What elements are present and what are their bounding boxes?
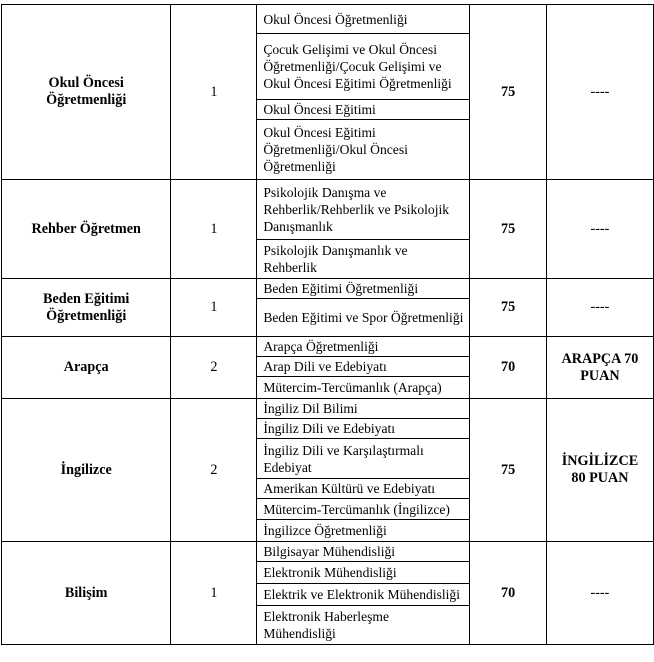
- program-cell: Mütercim-Tercümanlık (İngilizce): [257, 499, 470, 520]
- position-cell: Okul Öncesi Öğretmenliği: [2, 5, 171, 180]
- language-requirement-cell: ----: [546, 542, 653, 645]
- language-requirement-cell: ARAPÇA 70 PUAN: [546, 337, 653, 399]
- program-cell: Psikolojik Danışma ve Rehberlik/Rehberlik ve Psikolojik Danışmanlık: [257, 180, 470, 240]
- program-cell: Elektronik Haberleşme Mühendisliği: [257, 606, 470, 645]
- score-cell: 70: [470, 542, 546, 645]
- count-cell: 2: [171, 399, 257, 542]
- requirements-table-wrapper: [1, 4, 654, 645]
- table-row: [2, 279, 654, 299]
- program-cell: Okul Öncesi Eğitimi: [257, 100, 470, 120]
- score-cell: 70: [470, 337, 546, 399]
- score-cell: 75: [470, 180, 546, 279]
- program-cell: Beden Eğitimi ve Spor Öğretmenliği: [257, 299, 470, 337]
- table-row: [2, 399, 654, 419]
- table-row: [2, 180, 654, 240]
- position-cell: Beden Eğitimi Öğretmenliği: [2, 279, 171, 337]
- program-cell: Çocuk Gelişimi ve Okul Öncesi Öğretmenliği/Çocuk Gelişimi ve Okul Öncesi Eğitimi Öğretmenliği: [257, 34, 470, 100]
- program-cell: Elektronik Mühendisliği: [257, 562, 470, 584]
- table-row: [2, 5, 654, 34]
- table-row: [2, 542, 654, 562]
- program-cell: Okul Öncesi Öğretmenliği: [257, 5, 470, 34]
- program-cell: Amerikan Kültürü ve Edebiyatı: [257, 479, 470, 499]
- position-cell: Bilişim: [2, 542, 171, 645]
- count-cell: 1: [171, 542, 257, 645]
- position-cell: Arapça: [2, 337, 171, 399]
- program-cell: Arapça Öğretmenliği: [257, 337, 470, 357]
- program-cell: İngiliz Dili ve Karşılaştırmalı Edebiyat: [257, 439, 470, 479]
- program-cell: İngiliz Dil Bilimi: [257, 399, 470, 419]
- language-requirement-cell: ----: [546, 279, 653, 337]
- language-requirement-cell: İNGİLİZCE 80 PUAN: [546, 399, 653, 542]
- score-cell: 75: [470, 279, 546, 337]
- program-cell: Psikolojik Danışmanlık ve Rehberlik: [257, 240, 470, 279]
- position-cell: İngilizce: [2, 399, 171, 542]
- count-cell: 2: [171, 337, 257, 399]
- count-cell: 1: [171, 5, 257, 180]
- program-cell: Elektrik ve Elektronik Mühendisliği: [257, 584, 470, 606]
- program-cell: Arap Dili ve Edebiyatı: [257, 357, 470, 377]
- position-cell: Rehber Öğretmen: [2, 180, 171, 279]
- program-cell: İngilizce Öğretmenliği: [257, 520, 470, 542]
- program-cell: Beden Eğitimi Öğretmenliği: [257, 279, 470, 299]
- score-cell: 75: [470, 399, 546, 542]
- program-cell: Mütercim-Tercümanlık (Arapça): [257, 377, 470, 399]
- language-requirement-cell: ----: [546, 5, 653, 180]
- count-cell: 1: [171, 180, 257, 279]
- requirements-table-body: [2, 5, 654, 645]
- requirements-table: [1, 4, 654, 645]
- program-cell: Okul Öncesi Eğitimi Öğretmenliği/Okul Öncesi Öğretmenliği: [257, 120, 470, 180]
- table-row: [2, 337, 654, 357]
- language-requirement-cell: ----: [546, 180, 653, 279]
- program-cell: İngiliz Dili ve Edebiyatı: [257, 419, 470, 439]
- score-cell: 75: [470, 5, 546, 180]
- program-cell: Bilgisayar Mühendisliği: [257, 542, 470, 562]
- count-cell: 1: [171, 279, 257, 337]
